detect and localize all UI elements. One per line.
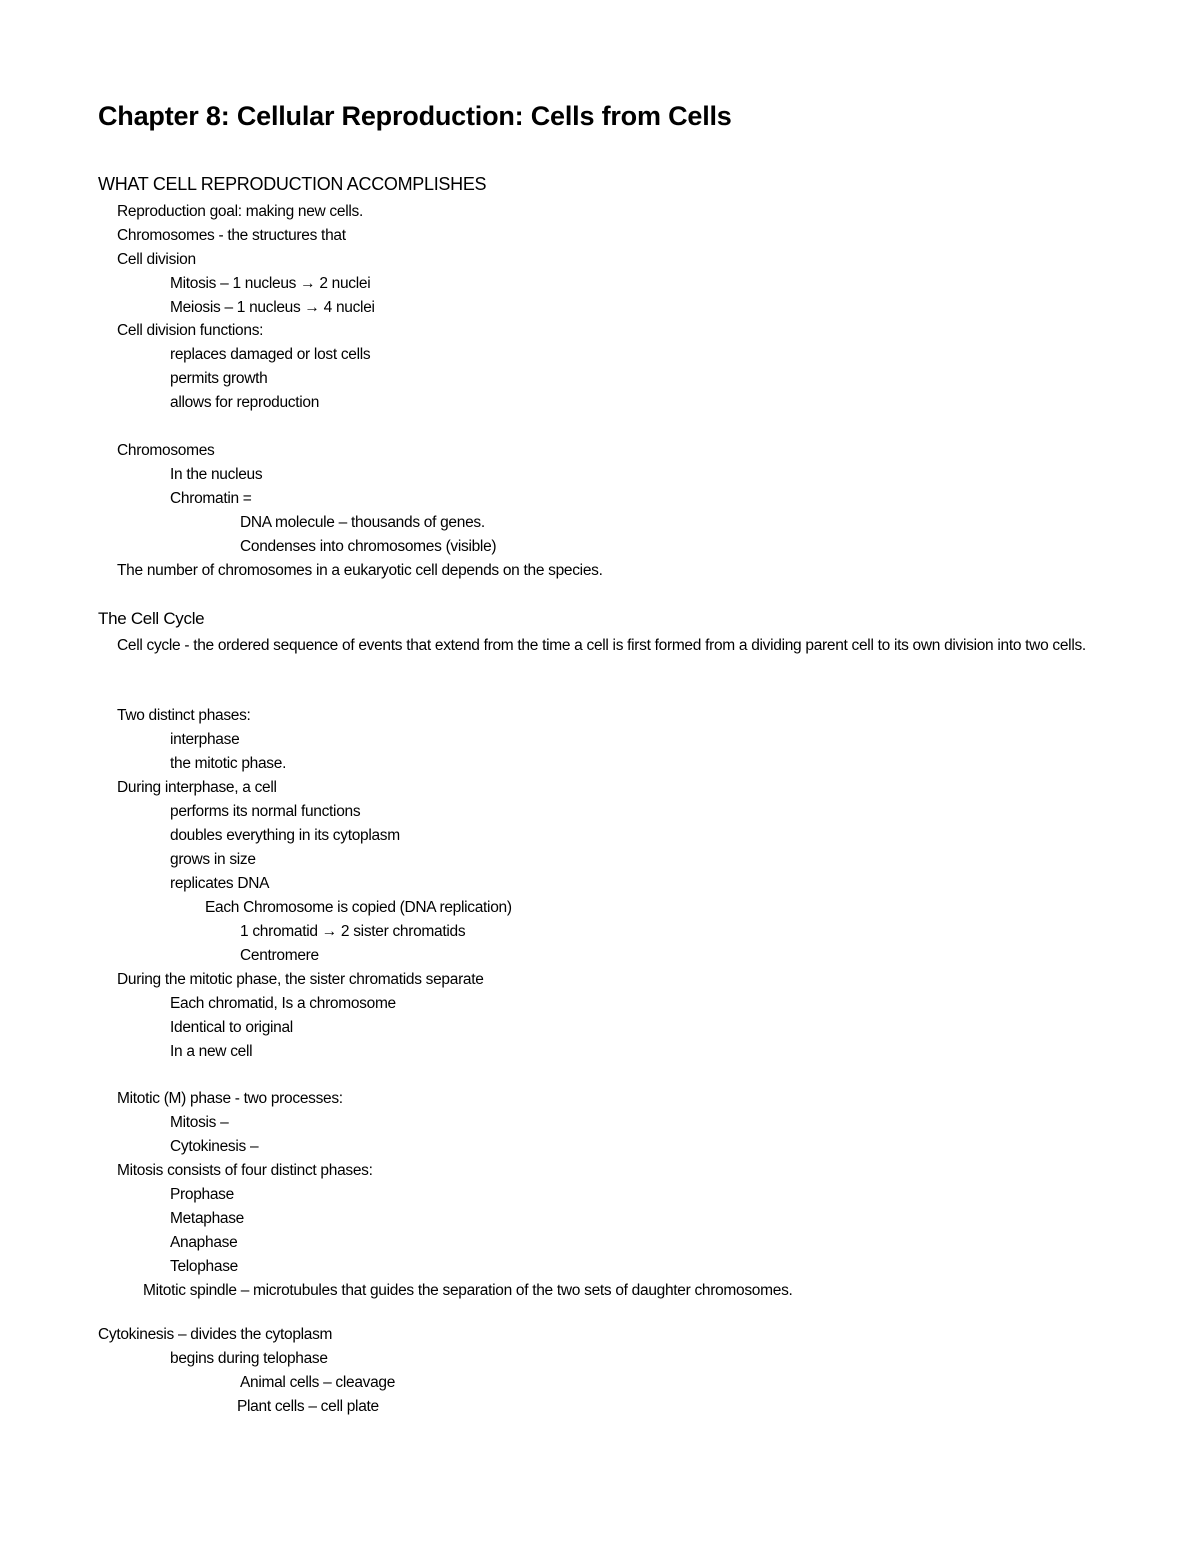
text-line: Cell division functions: [117, 322, 264, 339]
text-line: the mitotic phase. [170, 755, 287, 772]
text-line: Cell division [117, 251, 196, 268]
text-line: 1 chromatid → 2 sister chromatids [240, 923, 466, 940]
text-line: Two distinct phases: [117, 707, 251, 724]
text-line: Each chromatid, Is a chromosome [170, 995, 396, 1012]
text-line: Condenses into chromosomes (visible) [240, 538, 497, 555]
text-line: permits growth [170, 370, 268, 387]
text-line: Animal cells – cleavage [240, 1374, 396, 1391]
text-line: Mitosis consists of four distinct phases: [117, 1162, 373, 1179]
text-line: During interphase, a cell [117, 779, 277, 796]
page-title: Chapter 8: Cellular Reproduction: Cells from Cells [98, 101, 732, 131]
cell-cycle-definition: Cell cycle - the ordered sequence of events that extend from the time a cell is first formed from a dividing parent cell to its own division into two cells. [117, 637, 1086, 654]
text-line: replicates DNA [170, 875, 270, 892]
text-line: Mitosis – 1 nucleus → 2 nuclei [170, 275, 371, 292]
text-line: allows for reproduction [170, 394, 320, 411]
section-heading-accomplishes: WHAT CELL REPRODUCTION ACCOMPLISHES [98, 174, 487, 194]
text-line: Identical to original [170, 1019, 293, 1036]
text-line: Chromatin = [170, 490, 252, 507]
text-line: replaces damaged or lost cells [170, 346, 371, 363]
text-line: Mitotic (M) phase - two processes: [117, 1090, 343, 1107]
text-line: Metaphase [170, 1210, 244, 1227]
text-line: Anaphase [170, 1234, 238, 1251]
text-line: In a new cell [170, 1043, 253, 1060]
text-line: begins during telophase [170, 1350, 328, 1367]
text-line: Telophase [170, 1258, 238, 1275]
text-line: Cytokinesis – divides the cytoplasm [98, 1326, 333, 1343]
text-line: Centromere [240, 947, 319, 964]
text-line: Each Chromosome is copied (DNA replication) [205, 899, 512, 916]
text-line: Meiosis – 1 nucleus → 4 nuclei [170, 299, 375, 316]
text-line: Plant cells – cell plate [237, 1398, 379, 1415]
text-line: During the mitotic phase, the sister chromatids separate [117, 971, 484, 988]
text-line: doubles everything in its cytoplasm [170, 827, 400, 844]
text-line: In the nucleus [170, 466, 263, 483]
text-line: grows in size [170, 851, 256, 868]
text-line: The number of chromosomes in a eukaryotic cell depends on the species. [117, 562, 603, 579]
text-line: interphase [170, 731, 240, 748]
text-line: Chromosomes - the structures that [117, 227, 346, 244]
text-line: Cytokinesis – [170, 1138, 259, 1155]
section-heading-cell-cycle: The Cell Cycle [98, 609, 205, 628]
text-line: DNA molecule – thousands of genes. [240, 514, 485, 531]
text-line: Chromosomes [117, 442, 215, 459]
text-line: Mitosis – [170, 1114, 229, 1131]
text-line: Mitotic spindle – microtubules that guides the separation of the two sets of daughter chromosomes. [143, 1282, 793, 1299]
text-line: Reproduction goal: making new cells. [117, 203, 363, 220]
text-line: performs its normal functions [170, 803, 361, 820]
text-line: Prophase [170, 1186, 234, 1203]
